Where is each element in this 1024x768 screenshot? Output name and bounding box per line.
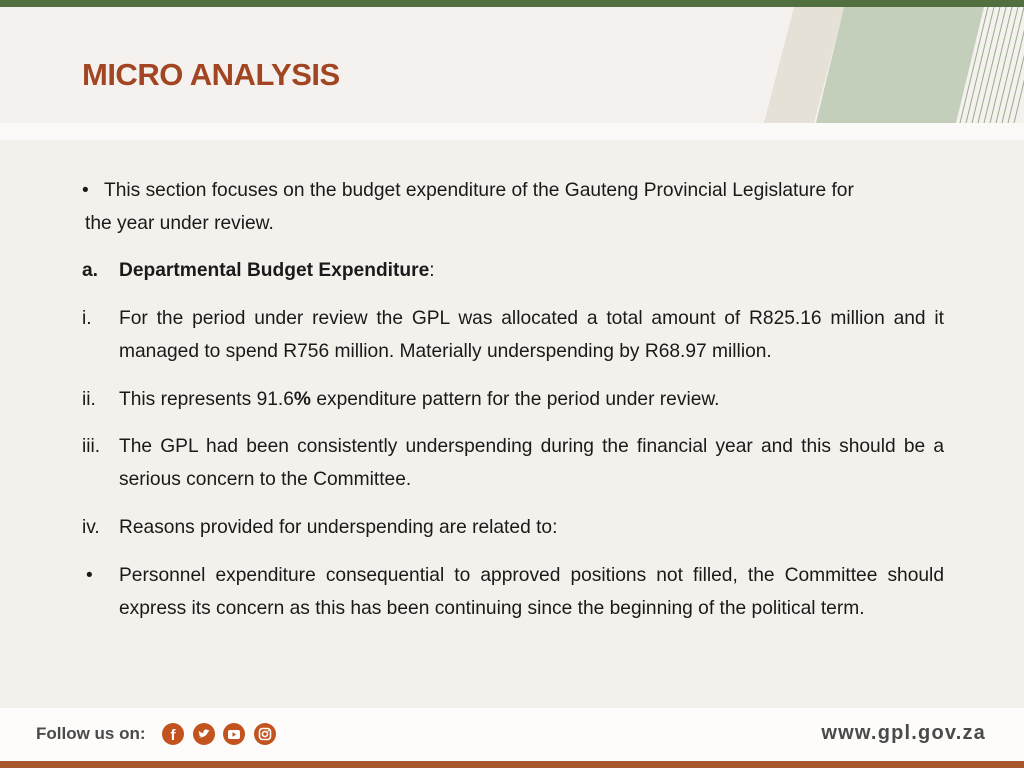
bullet-icon: • (82, 180, 89, 201)
list-item-marker: i. (82, 308, 92, 329)
section-a-title: Departmental Budget Expenditure (119, 260, 430, 281)
section-a-heading (82, 254, 944, 287)
list-item-marker: • (86, 565, 93, 586)
bottom-accent-bar (0, 761, 1024, 768)
list-item (82, 302, 944, 368)
list-item-text-end: expenditure pattern for the period under review. (310, 389, 720, 410)
list-item (82, 559, 944, 625)
list-item (82, 430, 944, 496)
top-accent-bar (0, 0, 1024, 7)
twitter-icon[interactable] (193, 723, 215, 745)
list-item-text: Reasons provided for underspending are related to: (119, 517, 558, 538)
slide-footer (0, 708, 1024, 761)
intro-paragraph (82, 174, 944, 240)
slide-header (0, 7, 1024, 123)
page-title: MICRO ANALYSIS (82, 57, 340, 92)
list-item-text: For the period under review the GPL was allocated a total amount of R825.16 million and it managed to spend R756 million. Materially underspending by R68.97 million. (119, 308, 944, 362)
slide-content (0, 140, 1024, 708)
list-item-marker: ii. (82, 389, 96, 410)
list-item-text (119, 383, 944, 416)
list-item-text: Personnel expenditure consequential to approved positions not filled, the Committee should express its concern as this has been continuing since the beginning of the political term. (119, 565, 944, 619)
follow-us-label: Follow us on: (36, 724, 146, 743)
list-item-marker: iii. (82, 436, 101, 457)
intro-line-2: the year under review. (85, 213, 274, 234)
instagram-icon[interactable] (254, 723, 276, 745)
intro-first-line (82, 174, 944, 207)
youtube-icon[interactable] (223, 723, 245, 745)
website-link[interactable]: www.gpl.gov.za (821, 722, 986, 744)
intro-line-1: This section focuses on the budget expenditure of the Gauteng Provincial Legislature for (104, 180, 854, 201)
facebook-icon[interactable] (162, 723, 184, 745)
list-item (82, 511, 944, 544)
list-item-text-start: This represents 91.6 (119, 389, 294, 410)
list-item-marker: iv. (82, 517, 100, 538)
list-item (82, 383, 944, 416)
list-item-text: The GPL had been consistently underspending during the financial year and this should be a serious concern to the Committee. (119, 436, 944, 490)
section-a-marker: a. (82, 260, 99, 281)
svg-text:f: f (170, 727, 176, 744)
section-a-suffix: : (429, 260, 435, 281)
header-decoration (734, 7, 1024, 123)
header-divider-band (0, 123, 1024, 140)
percent-symbol: % (293, 389, 311, 410)
